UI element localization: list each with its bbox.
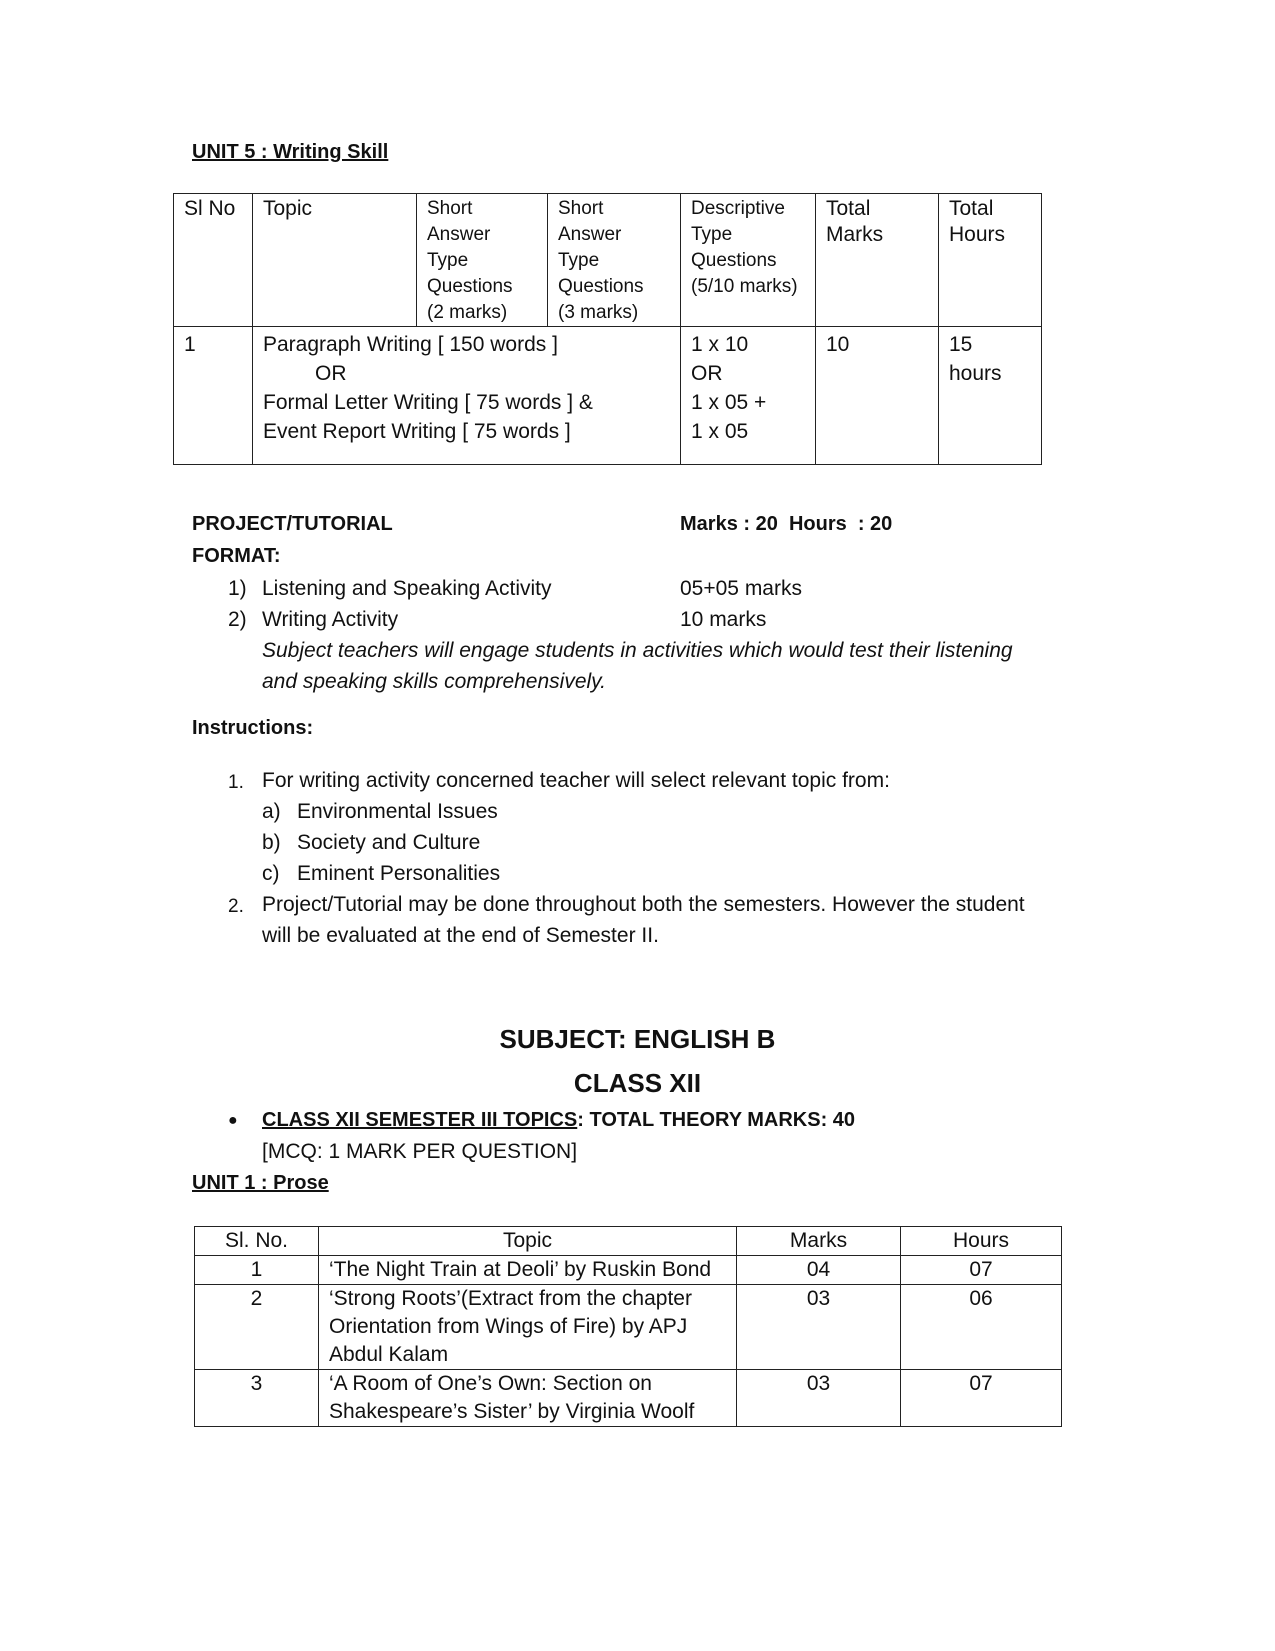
instructions-label: Instructions: — [192, 717, 314, 739]
unit5-heading: UNIT 5 : Writing Skill — [192, 141, 389, 163]
cell-marks: 10 — [816, 327, 939, 465]
cell-marks: 04 — [737, 1256, 901, 1285]
cell-marks: 03 — [737, 1285, 901, 1370]
cell-marks: 03 — [737, 1370, 901, 1427]
project-note-line2: and speaking skills comprehensively. — [262, 670, 606, 693]
unit1-heading: UNIT 1 : Prose — [192, 1172, 329, 1194]
cell-sl: 2 — [195, 1285, 319, 1370]
semester-topics-line — [262, 1109, 855, 1132]
format-item-marks: 10 marks — [680, 608, 767, 631]
header-short2: Short Answer Type Questions (2 marks) — [417, 194, 548, 327]
cell-sl: 1 — [195, 1256, 319, 1285]
header-descriptive: Descriptive Type Questions (5/10 marks) — [681, 194, 816, 327]
cell-hours: 15 hours — [939, 327, 1042, 465]
format-item-marks: 05+05 marks — [680, 577, 802, 600]
project-marks-hours: Marks : 20 Hours : 20 — [680, 513, 893, 535]
header-short3: Short Answer Type Questions (3 marks) — [548, 194, 681, 327]
cell-sl: 3 — [195, 1370, 319, 1427]
class-title: CLASS XII — [573, 1068, 702, 1098]
unit5-table — [173, 193, 1042, 465]
instruction-num: 1. — [228, 772, 244, 793]
cell-topic: ‘The Night Train at Deoli’ by Ruskin Bond — [319, 1256, 737, 1285]
cell-hours: 06 — [901, 1285, 1062, 1370]
table-row — [195, 1370, 1062, 1427]
instruction-item-cont: will be evaluated at the end of Semester II. — [262, 924, 659, 947]
subitem-text: Environmental Issues — [297, 800, 498, 823]
cell-topic: ‘A Room of One’s Own: Section on Shakespeare’s Sister’ by Virginia Woolf — [319, 1370, 737, 1427]
mcq-note: [MCQ: 1 MARK PER QUESTION] — [262, 1140, 578, 1163]
table-row — [174, 327, 1042, 465]
header-topic: Topic — [319, 1227, 737, 1256]
header-sl: Sl No — [174, 194, 253, 327]
instruction-item: Project/Tutorial may be done throughout both the semesters. However the student — [262, 893, 1025, 916]
header-total-marks: Total Marks — [816, 194, 939, 327]
cell-hours: 07 — [901, 1370, 1062, 1427]
subitem-letter: b) — [262, 831, 281, 854]
header-marks: Marks — [737, 1227, 901, 1256]
header-sl: Sl. No. — [195, 1227, 319, 1256]
project-title: PROJECT/TUTORIAL — [192, 513, 393, 535]
cell-sl: 1 — [174, 327, 253, 465]
subitem-text: Eminent Personalities — [297, 862, 501, 885]
subitem-text: Society and Culture — [297, 831, 481, 854]
instruction-item: For writing activity concerned teacher will select relevant topic from: — [262, 769, 890, 792]
cell-hours: 07 — [901, 1256, 1062, 1285]
header-hours: Hours — [901, 1227, 1062, 1256]
instruction-num: 2. — [228, 896, 244, 917]
semester-topics: CLASS XII SEMESTER III TOPICS — [262, 1109, 578, 1131]
format-item-num: 2) — [228, 608, 247, 631]
header-topic: Topic — [253, 194, 417, 327]
table-row — [195, 1285, 1062, 1370]
unit1-table — [194, 1226, 1062, 1427]
table-header-row — [174, 194, 1042, 327]
bullet-icon: ● — [228, 1112, 238, 1129]
subject-title: SUBJECT: ENGLISH B — [499, 1024, 776, 1054]
subitem-letter: a) — [262, 800, 281, 823]
subitem-letter: c) — [262, 862, 280, 885]
table-header-row — [195, 1227, 1062, 1256]
table-row — [195, 1256, 1062, 1285]
cell-topic: Paragraph Writing [ 150 words ] OR Formal Letter Writing [ 75 words ] & Event Report Writing [ 75 words ] — [253, 327, 681, 465]
format-label: FORMAT: — [192, 545, 281, 567]
cell-topic: ‘Strong Roots’(Extract from the chapter Orientation from Wings of Fire) by APJ Abdul Kalam — [319, 1285, 737, 1370]
cell-descriptive: 1 x 10 OR 1 x 05 + 1 x 05 — [681, 327, 816, 465]
format-item-label: Writing Activity — [262, 608, 399, 631]
project-note-line1: Subject teachers will engage students in activities which would test their listening — [262, 639, 1013, 662]
format-item-num: 1) — [228, 577, 247, 600]
header-total-hours: Total Hours — [939, 194, 1042, 327]
total-theory-marks: : TOTAL THEORY MARKS: 40 — [577, 1109, 856, 1131]
format-item-label: Listening and Speaking Activity — [262, 577, 552, 600]
